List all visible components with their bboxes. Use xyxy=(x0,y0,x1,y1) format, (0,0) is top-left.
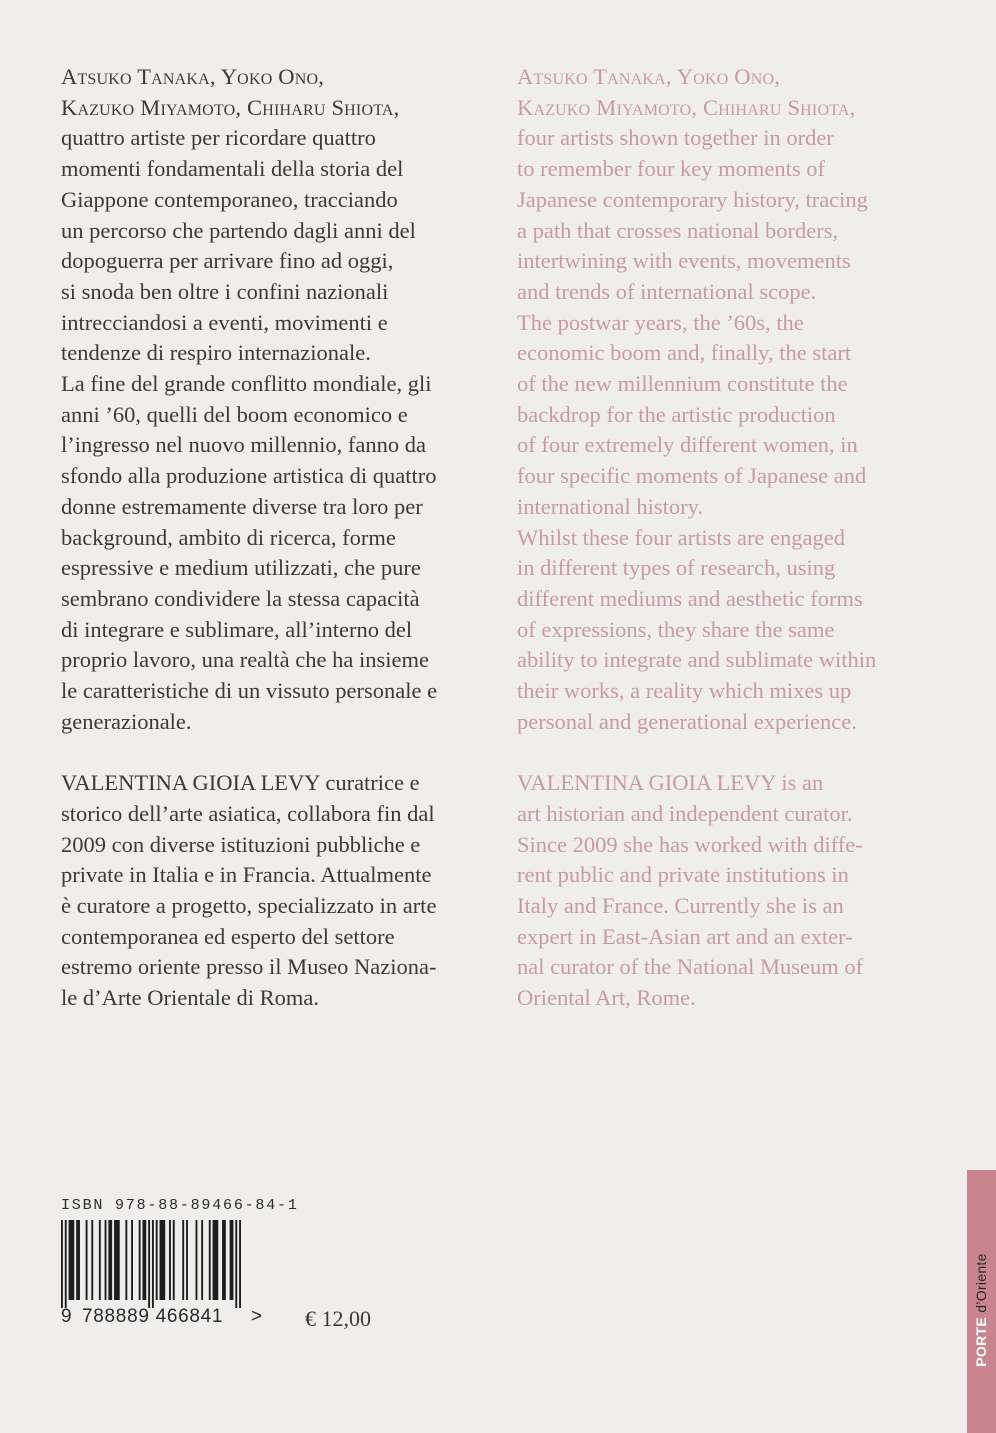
italian-artist-names-line-1: Atsuko Tanaka, Yoko Ono, xyxy=(61,64,325,89)
barcode-guard-bar xyxy=(152,1220,154,1308)
english-intro-line: of expressions, they share the same xyxy=(517,616,835,642)
barcode-bar xyxy=(86,1220,88,1300)
barcode-quiet-zone-marker: > xyxy=(251,1306,263,1327)
italian-bio-line: private in Italia e in Francia. Attualmente xyxy=(61,862,432,888)
english-intro-line: Whilst these four artists are engaged xyxy=(517,524,846,550)
english-intro-line: ability to integrate and sublimate within xyxy=(517,647,877,673)
italian-intro-line: donne estremamente diverse tra loro per xyxy=(61,493,423,519)
italian-intro-line: anni ’60, quelli del boom economico e xyxy=(61,401,408,427)
barcode-bar xyxy=(156,1220,158,1300)
italian-bio-line: storico dell’arte asiatica, collabora fin dal xyxy=(61,800,435,826)
italian-intro-line: quattro artiste per ricordare quattro xyxy=(61,125,376,151)
barcode-bar xyxy=(91,1220,93,1300)
barcode-bar xyxy=(182,1220,184,1300)
english-bio-line: Since 2009 she has worked with diffe- xyxy=(517,831,863,857)
italian-intro-line: si snoda ben oltre i confini nazionali xyxy=(61,278,389,304)
barcode-bar xyxy=(196,1220,198,1300)
italian-intro-line: espressive e medium utilizzati, che pure xyxy=(61,555,421,581)
english-intro-line: Japanese contemporary history, tracing xyxy=(517,186,868,212)
english-bio-line: VALENTINA GIOIA LEVY is an xyxy=(517,770,824,796)
barcode-bar xyxy=(76,1220,80,1300)
italian-intro-line: le caratteristiche di un vissuto personale e xyxy=(61,678,438,704)
barcode-bar xyxy=(142,1220,146,1300)
english-intro-line: different mediums and aesthetic forms xyxy=(517,585,863,611)
italian-intro-line: proprio lavoro, una realtà che ha insieme xyxy=(61,647,429,673)
barcode-guard-bar xyxy=(65,1220,67,1308)
english-text-column xyxy=(517,62,917,1014)
barcode-first-digit: 9 xyxy=(61,1306,72,1327)
english-intro-line: to remember four key moments of xyxy=(517,156,826,182)
italian-intro-line: sembrano condividere la stessa capacità xyxy=(61,585,420,611)
italian-intro-line: generazionale. xyxy=(61,708,192,734)
english-intro-line: backdrop for the artistic production xyxy=(517,401,836,427)
english-bio-line: art historian and independent curator. xyxy=(517,800,853,826)
barcode-bar xyxy=(209,1220,211,1300)
english-intro-line: personal and generational experience. xyxy=(517,708,857,734)
barcode-guard-bar xyxy=(239,1220,241,1308)
italian-bio-line: VALENTINA GIOIA LEVY curatrice e xyxy=(61,770,420,796)
italian-bio-line: è curatore a progetto, specializzato in arte xyxy=(61,892,437,918)
price: € 12,00 xyxy=(305,1306,371,1331)
paragraph-gap xyxy=(517,737,917,768)
english-bio-line: rent public and private institutions in xyxy=(517,862,849,888)
english-intro-line: in different types of research, using xyxy=(517,555,836,581)
italian-bio-line: 2009 con diverse istituzioni pubbliche e xyxy=(61,831,421,857)
barcode-guard-bar xyxy=(235,1220,237,1308)
italian-intro-line: momenti fondamentali della storia del xyxy=(61,156,404,182)
english-intro-line: intertwining with events, movements xyxy=(517,248,851,274)
english-intro-line: and trends of international scope. xyxy=(517,278,817,304)
english-intro-line: economic boom and, finally, the start xyxy=(517,340,852,366)
italian-bio-line: le d’Arte Orientale di Roma. xyxy=(61,985,320,1011)
isbn-label: ISBN 978-88-89466-84-1 xyxy=(61,1197,299,1214)
english-artist-names-line-2: Kazuko Miyamoto, Chiharu Shiota, xyxy=(517,94,856,120)
publisher-name-rest: d’Oriente xyxy=(973,1253,989,1317)
english-intro-line: The postwar years, the ’60s, the xyxy=(517,309,804,335)
english-intro-line: four artists shown together in order xyxy=(517,125,834,151)
barcode-bar xyxy=(173,1220,175,1300)
italian-artist-names-line-2: Kazuko Miyamoto, Chiharu Shiota, xyxy=(61,94,400,120)
english-bio-line: nal curator of the National Museum of xyxy=(517,954,864,980)
barcode-bar xyxy=(125,1220,127,1300)
english-intro-line: of four extremely different women, in xyxy=(517,432,858,458)
italian-intro-line: intrecciandosi a eventi, movimenti e xyxy=(61,309,388,335)
barcode-guard-bar xyxy=(148,1220,150,1308)
italian-intro-line: dopoguerra per arrivare fino ad oggi, xyxy=(61,248,394,274)
barcode-bar xyxy=(201,1220,203,1300)
italian-intro-line: l’ingresso nel nuovo millennio, fanno da xyxy=(61,432,426,458)
english-intro-line: international history. xyxy=(517,493,703,519)
italian-bio-line: contemporanea ed esperto del settore xyxy=(61,923,395,949)
english-intro-line: their works, a reality which mixes up xyxy=(517,678,852,704)
italian-intro-line: tendenze di respiro internazionale. xyxy=(61,340,371,366)
barcode-bar xyxy=(105,1220,107,1300)
barcode-bar xyxy=(169,1220,171,1300)
english-bio-line: Oriental Art, Rome. xyxy=(517,985,696,1011)
barcode-bar xyxy=(108,1220,112,1300)
barcode-bar xyxy=(114,1220,120,1300)
english-bio-line: Italy and France. Currently she is an xyxy=(517,892,844,918)
barcode-bar xyxy=(139,1220,141,1300)
english-intro-line: four specific moments of Japanese and xyxy=(517,463,867,489)
english-artist-names-line-1: Atsuko Tanaka, Yoko Ono, xyxy=(517,64,781,89)
barcode-bar xyxy=(99,1220,101,1300)
italian-intro-line: background, ambito di ricerca, forme xyxy=(61,524,396,550)
english-intro-line: of the new millennium constitute the xyxy=(517,371,848,397)
italian-intro-line: un percorso che partendo dagli anni del xyxy=(61,217,416,243)
italian-intro-line: di integrare e sublimare, all’interno del xyxy=(61,616,413,642)
barcode-bar xyxy=(69,1220,75,1300)
italian-intro-line: sfondo alla produzione artistica di quattro xyxy=(61,463,437,489)
barcode-bar xyxy=(213,1220,219,1300)
italian-text-column xyxy=(61,62,486,1014)
barcode-guard-bar xyxy=(61,1220,63,1308)
barcode-bar xyxy=(160,1220,166,1300)
italian-intro-line: Giappone contemporaneo, tracciando xyxy=(61,186,398,212)
barcode xyxy=(61,1220,241,1308)
english-bio-line: expert in East-Asian art and an exter- xyxy=(517,923,853,949)
italian-bio-line: estremo oriente presso il Museo Naziona- xyxy=(61,954,437,980)
italian-intro-line: La fine del grande conflitto mondiale, gli xyxy=(61,371,432,397)
publisher-name-bold: PORTE xyxy=(973,1316,989,1367)
barcode-bar xyxy=(131,1220,133,1300)
paragraph-gap xyxy=(61,737,486,768)
barcode-bar xyxy=(222,1220,226,1300)
barcode-bar xyxy=(186,1220,188,1300)
barcode-number: 788889 466841 xyxy=(82,1306,224,1327)
barcode-bar xyxy=(230,1220,234,1300)
english-intro-line: a path that crosses national borders, xyxy=(517,217,839,243)
